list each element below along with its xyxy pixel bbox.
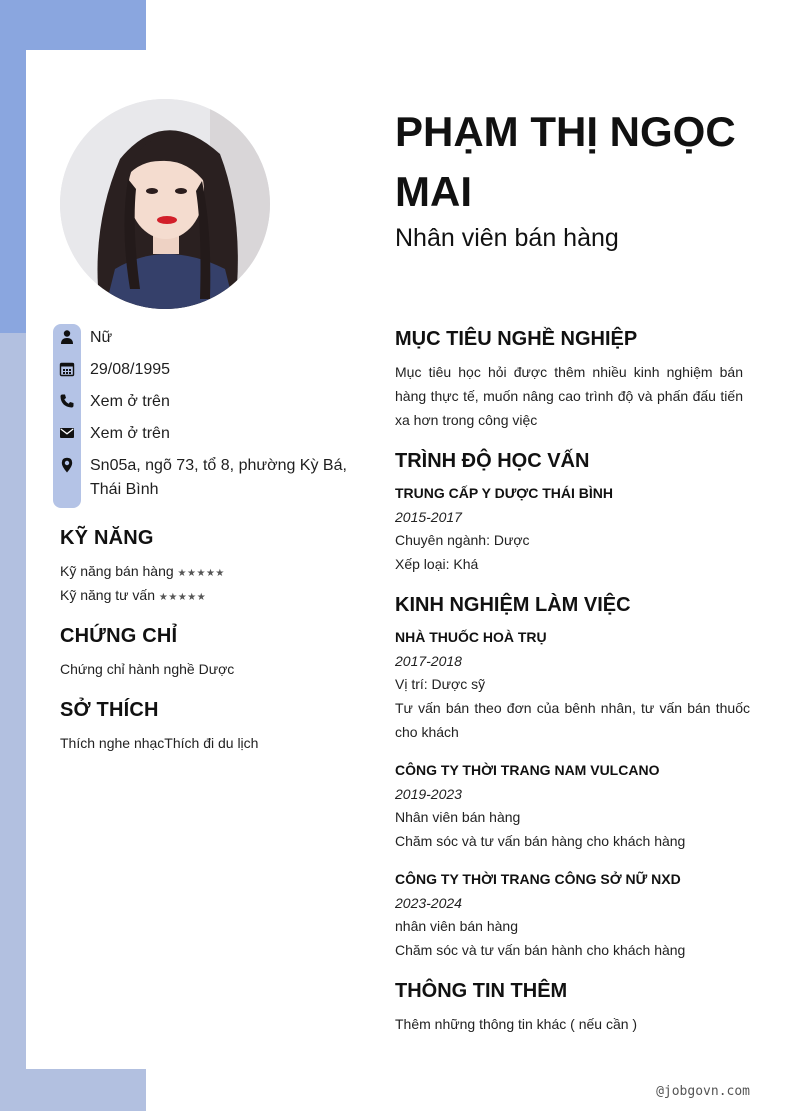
certificate-text: Chứng chỉ hành nghề Dược [60, 661, 235, 677]
skill-item [60, 583, 206, 610]
job-period: 2019-2023 [395, 786, 462, 802]
contact-email [0, 421, 360, 453]
objective-text: Mục tiêu học hỏi được thêm nhiều kinh nghiệm bán hàng thực tế, muốn nâng cao trình độ và phấn đấu tiến xa hơn trong công việc [395, 364, 743, 428]
skill-label: Kỹ năng bán hàng [60, 563, 174, 579]
contact-birthdate [0, 357, 360, 389]
job-company: CÔNG TY THỜI TRANG NAM VULCANO [395, 762, 660, 778]
contact-gender [0, 325, 360, 357]
person-icon [59, 329, 75, 345]
skill-label: Kỹ năng tư vấn [60, 587, 155, 603]
location-pin-icon [59, 457, 75, 473]
job-company: NHÀ THUỐC HOÀ TRỤ [395, 629, 547, 645]
email-text: Xem ở trên [90, 425, 170, 442]
extra-info-heading: THÔNG TIN THÊM [395, 980, 568, 1002]
job-position: Nhân viên bán hàng [395, 809, 521, 825]
job-description: Chăm sóc và tư vấn bán hành cho khách hàng [395, 942, 686, 958]
calendar-icon [59, 361, 75, 377]
candidate-role: Nhân viên bán hàng [395, 224, 619, 252]
education-period: 2015-2017 [395, 509, 462, 525]
gender-text: Nữ [90, 329, 113, 346]
education-grade: Xếp loại: Khá [395, 556, 479, 572]
candidate-name: PHẠM THỊ NGỌC MAI [395, 108, 736, 215]
job-position: nhân viên bán hàng [395, 918, 518, 934]
job-period: 2023-2024 [395, 895, 462, 911]
school-name: TRUNG CẤP Y DƯỢC THÁI BÌNH [395, 485, 614, 501]
job-company: CÔNG TY THỜI TRANG CÔNG SỞ NỮ NXD [395, 871, 681, 887]
objective-heading: MỤC TIÊU NGHỀ NGHIỆP [395, 328, 638, 350]
mail-icon [59, 425, 75, 441]
education-major: Chuyên ngành: Dược [395, 532, 530, 548]
birthdate-text: 29/08/1995 [90, 361, 171, 378]
accent-block-bottom [0, 1069, 146, 1111]
hobbies-heading: SỞ THÍCH [60, 699, 159, 721]
contact-address [0, 453, 360, 509]
address-text: Sn05a, ngõ 73, tổ 8, phường Kỳ Bá, Thái Bình [90, 457, 347, 498]
job-period: 2017-2018 [395, 653, 462, 669]
phone-icon [59, 393, 75, 409]
skill-item [60, 559, 225, 586]
phone-text: Xem ở trên [90, 393, 170, 410]
job-description: Chăm sóc và tư vấn bán hàng cho khách hàng [395, 833, 686, 849]
certificates-heading: CHỨNG CHỈ [60, 625, 178, 647]
extra-info-text: Thêm những thông tin khác ( nếu cần ) [395, 1016, 638, 1032]
contact-phone [0, 389, 360, 421]
experience-heading: KINH NGHIỆM LÀM VIỆC [395, 594, 631, 616]
skill-rating: ★★★★★ [177, 568, 225, 579]
job-description: Tư vấn bán theo đơn của bênh nhân, tư vấn bán thuốc cho khách [395, 700, 750, 740]
hobbies-text: Thích nghe nhạcThích đi du lịch [60, 735, 259, 751]
skills-heading: KỸ NĂNG [60, 527, 154, 549]
watermark-text: @jobgovn.com [656, 1084, 750, 1099]
education-heading: TRÌNH ĐỘ HỌC VẤN [395, 450, 590, 472]
profile-photo [60, 99, 270, 309]
skill-rating: ★★★★★ [158, 592, 207, 603]
job-position: Vị trí: Dược sỹ [395, 676, 486, 692]
